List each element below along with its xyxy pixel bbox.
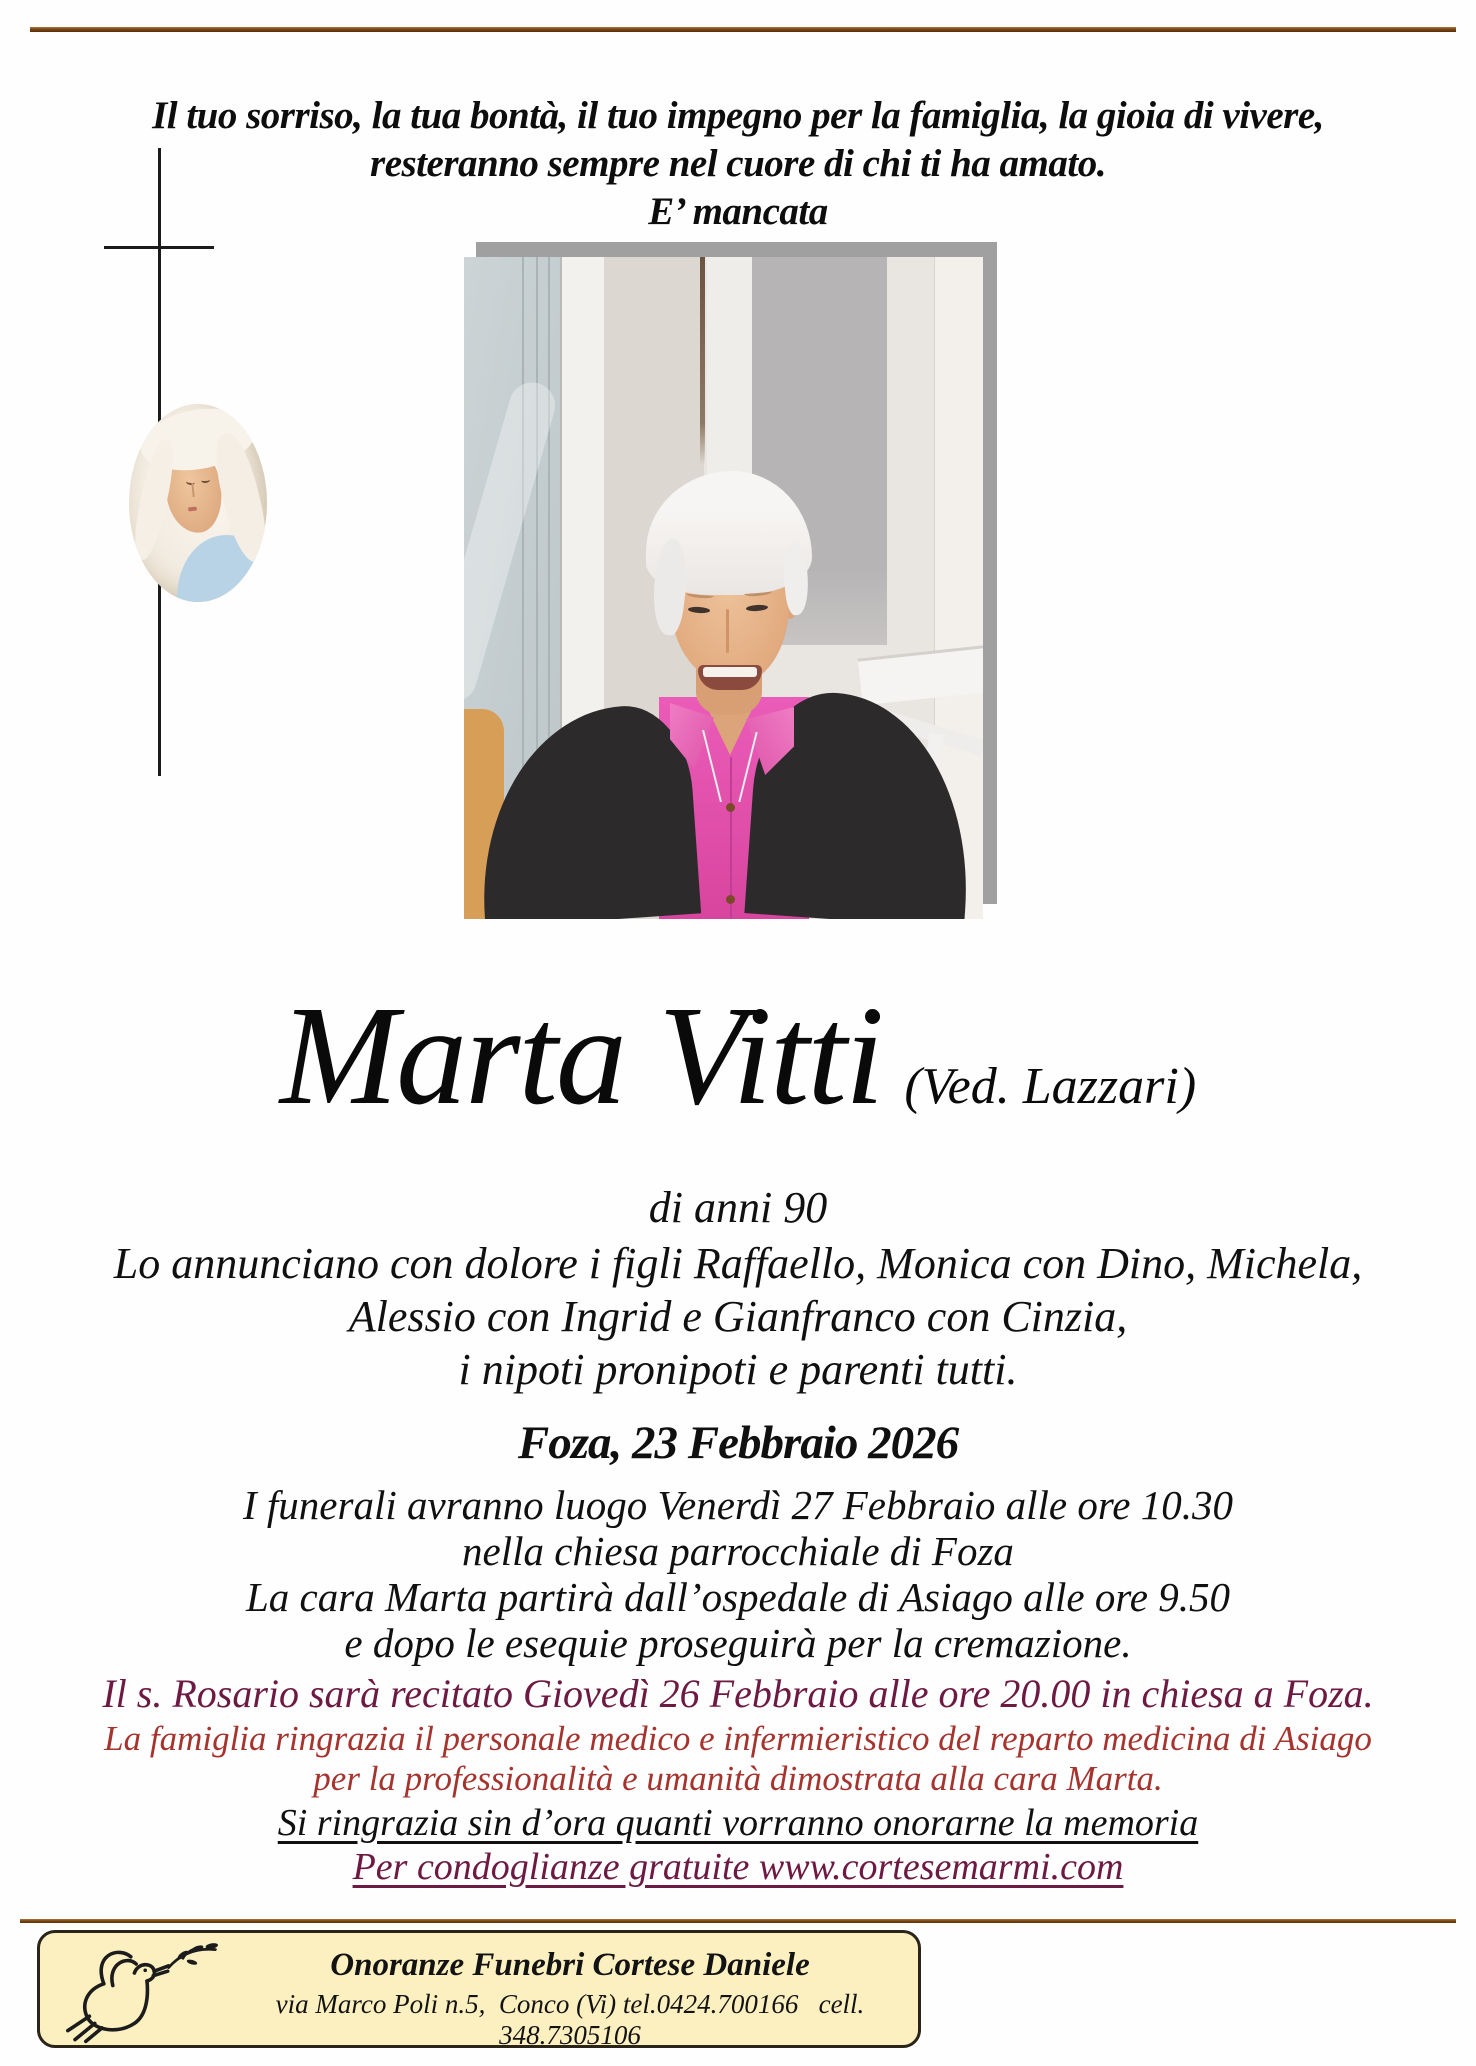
funeral-line: e dopo le esequie proseguirà per la cremazione.	[344, 1620, 1132, 1666]
funeral-home-name: Onoranze Funebri Cortese Daniele	[330, 1947, 810, 1983]
announcement-lines	[0, 1237, 1476, 1396]
memorial-phrase-line1: Il tuo sorriso, la tua bontà, il tuo impegno per la famiglia, la gioia di vivere,	[152, 94, 1324, 137]
announcement-line: i nipoti pronipoti e parenti tutti.	[458, 1345, 1018, 1394]
memoria-line: Si ringrazia sin d’ora quanti vorranno onorarne la memoria	[277, 1802, 1199, 1844]
deceased-name: Marta Vitti	[279, 976, 883, 1134]
dove-icon	[48, 1937, 228, 2045]
widow-note: (Ved. Lazzari)	[904, 1058, 1197, 1115]
shirt-button	[726, 803, 735, 812]
bottom-divider-rule	[20, 1919, 1456, 1923]
funeral-home-address: via Marco Poli n.5, Conco (Vi) tel.0424.700166 cell. 348.7305106	[275, 1989, 872, 2050]
funeral-home-info	[230, 1933, 910, 2050]
place-date-line: Foza, 23 Febbraio 2026	[517, 1417, 959, 1469]
virgin-mary-medallion	[129, 404, 267, 602]
announcement-line: Lo annunciano con dolore i figli Raffaello, Monica con Dino, Michela,	[113, 1239, 1363, 1288]
door-gap	[700, 257, 705, 465]
funeral-line: La cara Marta partirà dall’ospedale di Asiago alle ore 9.50	[246, 1574, 1230, 1620]
family-thanks	[0, 1719, 1476, 1799]
family-thanks-line: per la professionalità e umanità dimostrata alla cara Marta.	[313, 1759, 1163, 1798]
portrait-photo	[464, 257, 983, 919]
cross-icon	[104, 246, 214, 249]
mancata-label: E’ mancata	[648, 190, 828, 233]
announcement-line: Alessio con Ingrid e Gianfranco con Cinzia,	[348, 1292, 1128, 1341]
funeral-details	[0, 1482, 1476, 1666]
funeral-line: nella chiesa parrocchiale di Foza	[462, 1528, 1014, 1574]
family-thanks-line: La famiglia ringrazia il personale medico e infermieristico del reparto medicina di Asiago	[104, 1719, 1372, 1758]
funeral-line: I funerali avranno luogo Venerdì 27 Febbraio alle ore 10.30	[243, 1482, 1233, 1528]
age-line: di anni 90	[648, 1183, 828, 1232]
woman-nose	[726, 609, 729, 653]
condolence-website-line: Per condoglianze gratuite www.cortesemarmi.com	[352, 1846, 1124, 1888]
deceased-name-block	[0, 968, 1476, 1186]
funeral-home-banner	[37, 1930, 921, 2048]
shirt-button	[726, 895, 735, 904]
woman-smile	[698, 665, 762, 690]
rosary-line: Il s. Rosario sarà recitato Giovedì 26 Febbraio alle ore 20.00 in chiesa a Foza.	[102, 1671, 1374, 1716]
woman-teeth	[703, 667, 757, 677]
memorial-phrase	[0, 92, 1476, 236]
memorial-phrase-line2: resteranno sempre nel cuore di chi ti ha amato.	[370, 142, 1106, 185]
top-divider-rule	[30, 27, 1456, 32]
